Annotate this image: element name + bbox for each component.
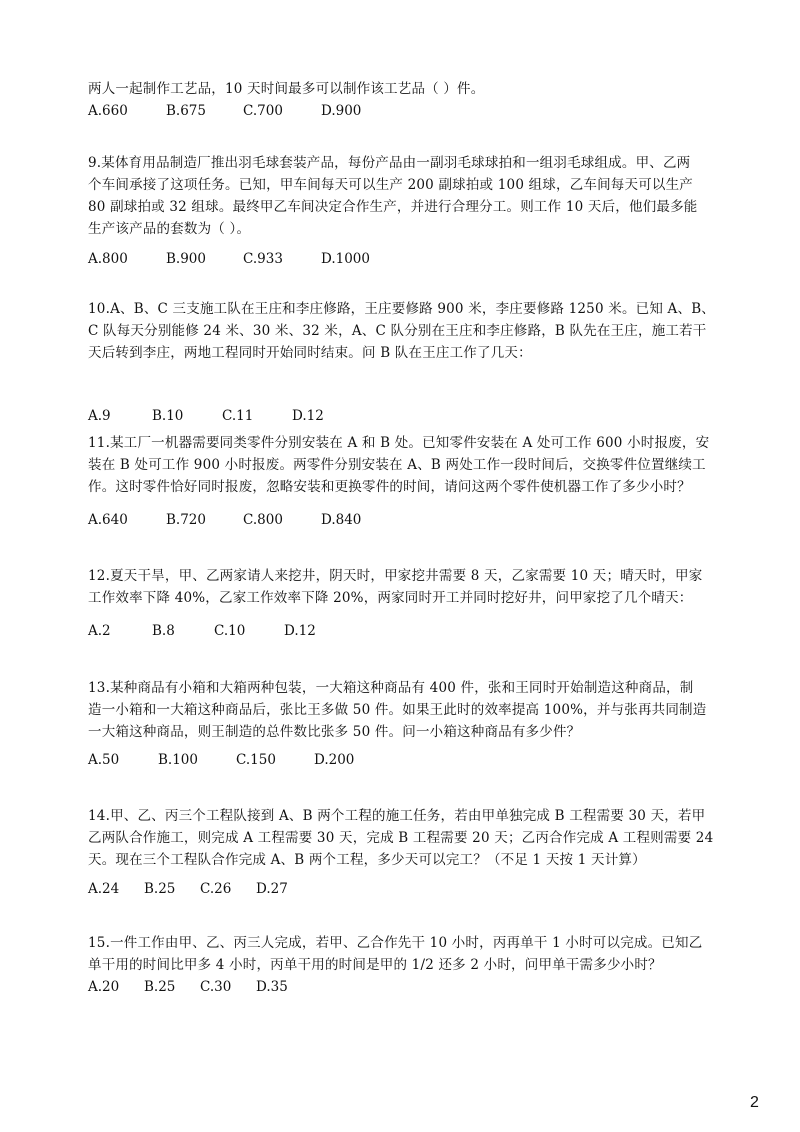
question-text-line: 工作效率下降 40%，乙家工作效率下降 20%，两家同时开工并同时挖好井，问甲家挖了几个晴天： xyxy=(88,590,693,606)
option-a: A.20 xyxy=(88,979,120,995)
answer-options xyxy=(88,878,714,900)
option-d: D.900 xyxy=(321,103,362,119)
question-14-options xyxy=(88,878,714,900)
option-d: D.1000 xyxy=(321,251,370,267)
answer-options xyxy=(88,100,714,122)
question-10 xyxy=(88,298,714,364)
answer-options xyxy=(88,509,714,531)
option-a: A.24 xyxy=(88,881,120,897)
option-d: D.27 xyxy=(256,881,288,897)
question-text-line: 10.A、B、C 三支施工队在王庄和李庄修路，王庄要修路 900 米，李庄要修路 1250 米。已知 A、B、 xyxy=(88,301,716,317)
option-b: B.675 xyxy=(166,103,206,119)
answer-options xyxy=(88,976,714,998)
option-a: A.50 xyxy=(88,752,120,768)
option-b: B.8 xyxy=(152,623,175,639)
question-15 xyxy=(88,932,714,998)
question-11 xyxy=(88,432,714,498)
question-text-line: 14.甲、乙、丙三个工程队接到 A、B 两个工程的施工任务，若由甲单独完成 B 工程需要 30 天，若甲 xyxy=(88,808,706,824)
question-9 xyxy=(88,152,714,240)
question-text-line: 生产该产品的套数为（ ）。 xyxy=(88,221,251,237)
question-text-line: 80 副球拍或 32 组球。最终甲乙车间决定合作生产，并进行合理分工。则工作 10 天后，他们最多能 xyxy=(88,199,698,215)
option-a: A.660 xyxy=(88,103,128,119)
question-text-line: 天后转到李庄，两地工程同时开始同时结束。问 B 队在王庄工作了几天： xyxy=(88,345,532,361)
question-text-line: 13.某种商品有小箱和大箱两种包装，一大箱这种商品有 400 件，张和王同时开始制造这种商品，制 xyxy=(88,680,694,696)
option-c: C.150 xyxy=(236,752,276,768)
question-13 xyxy=(88,677,714,743)
question-text-line: 天。现在三个工程队合作完成 A、B 两个工程，多少天可以完工？（不足 1 天按 1 天计算） xyxy=(88,852,646,868)
option-b: B.720 xyxy=(166,512,206,528)
option-c: C.30 xyxy=(200,979,232,995)
question-12-options xyxy=(88,620,714,642)
question-text-line: 12.夏天干旱，甲、乙两家请人来挖井，阴天时，甲家挖井需要 8 天，乙家需要 10 天；晴天时，甲家 xyxy=(88,568,703,584)
question-text-line: 个车间承接了这项任务。已知，甲车间每天可以生产 200 副球拍或 100 组球，乙车间每天可以生产 xyxy=(88,177,693,193)
option-a: A.9 xyxy=(88,408,111,424)
question-text-line: 11.某工厂一机器需要同类零件分别安装在 A 和 B 处。已知零件安装在 A 处可工作 600 小时报废，安 xyxy=(88,435,710,451)
option-c: C.700 xyxy=(243,103,283,119)
question-text-line: 装在 B 处可工作 900 小时报废。两零件分别安装在 A、B 两处工作一段时间后，交换零件位置继续工 xyxy=(88,457,706,473)
option-c: C.10 xyxy=(214,623,246,639)
option-d: D.12 xyxy=(284,623,316,639)
option-b: B.25 xyxy=(144,881,176,897)
question-text-line: 单干用的时间比甲多 4 小时，丙单干用的时间是甲的 1/2 还多 2 小时，问甲单干需多少小时？ xyxy=(88,957,662,973)
question-9-options xyxy=(88,248,714,270)
question-text-line: 乙两队合作施工，则完成 A 工程需要 30 天，完成 B 工程需要 20 天；乙丙合作完成 A 工程则需要 24 xyxy=(88,830,714,846)
option-a: A.800 xyxy=(88,251,128,267)
answer-options xyxy=(88,749,714,771)
question-text-line: 15.一件工作由甲、乙、丙三人完成，若甲、乙合作先干 10 小时，丙再单干 1 小时可以完成。已知乙 xyxy=(88,935,703,951)
question-text-line: 9.某体育用品制造厂推出羽毛球套装产品，每份产品由一副羽毛球球拍和一组羽毛球组成。甲、乙两 xyxy=(88,155,691,171)
question-text-line: 作。这时零件恰好同时报废，忽略安装和更换零件的时间，请问这两个零件使机器工作了多少小时？ xyxy=(88,479,691,495)
question-text-line: 造一小箱和一大箱这种商品后，张比王多做 50 件。如果王此时的效率提高 100%，并与张再共同制造 xyxy=(88,702,707,718)
option-d: D.840 xyxy=(321,512,362,528)
question-11-options xyxy=(88,509,714,531)
option-a: A.2 xyxy=(88,623,111,639)
question-text-line: C 队每天分别能修 24 米、30 米、32 米，A、C 队分别在王庄和李庄修路，B 队先在王庄，施工若干 xyxy=(88,323,707,339)
option-d: D.200 xyxy=(314,752,355,768)
option-c: C.26 xyxy=(200,881,232,897)
question-8 xyxy=(88,78,714,122)
option-c: C.933 xyxy=(243,251,283,267)
option-d: D.35 xyxy=(256,979,288,995)
option-b: B.100 xyxy=(158,752,198,768)
option-b: B.10 xyxy=(152,408,184,424)
question-14 xyxy=(88,805,714,871)
answer-options xyxy=(88,620,714,642)
option-d: D.12 xyxy=(292,408,324,424)
option-b: B.25 xyxy=(144,979,176,995)
question-text-line: 两人一起制作工艺品，10 天时间最多可以制作该工艺品（ ）件。 xyxy=(88,81,485,97)
question-13-options xyxy=(88,749,714,771)
option-b: B.900 xyxy=(166,251,206,267)
answer-options xyxy=(88,405,714,427)
question-12 xyxy=(88,565,714,609)
answer-options xyxy=(88,248,714,270)
page-number: 2 xyxy=(750,1094,759,1111)
question-text-line: 一大箱这种商品，则王制造的总件数比张多 50 件。问一小箱这种商品有多少件？ xyxy=(88,724,581,740)
option-a: A.640 xyxy=(88,512,128,528)
option-c: C.800 xyxy=(243,512,283,528)
question-10-options xyxy=(88,405,714,427)
option-c: C.11 xyxy=(222,408,254,424)
